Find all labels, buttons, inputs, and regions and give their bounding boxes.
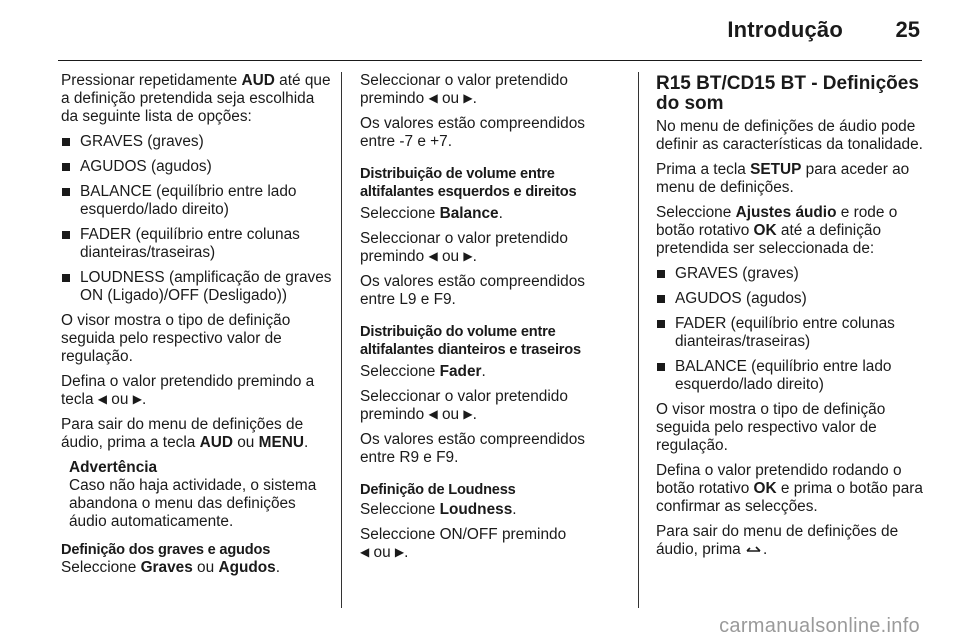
list-item: BALANCE (equilíbrio entre lado esquerdo/lado direito) <box>656 358 924 394</box>
left-arrow-icon: ◀ <box>360 545 370 559</box>
paragraph: Os valores estão compreendidos entre R9 e F9. <box>360 431 585 466</box>
display-paragraph: O visor mostra o tipo de definição seguida pelo respectivo valor de regulação. <box>61 312 291 365</box>
bullet-icon <box>657 320 665 328</box>
menu-key: MENU <box>258 434 304 451</box>
section-heading-bass: Definição dos graves e agudos <box>61 542 271 558</box>
left-arrow-icon: ◀ <box>428 91 438 105</box>
right-arrow-icon: ▶ <box>463 91 473 105</box>
paragraph: Seleccione Ajustes áudio e rode o botão rotativo OK até a definição pretendida ser seleccionada de: <box>656 204 898 257</box>
aud-key: AUD <box>241 72 275 89</box>
left-arrow-icon: ◀ <box>428 249 438 263</box>
left-arrow-icon: ◀ <box>97 392 108 406</box>
list-item: FADER (equilíbrio entre colunas dianteiras/traseiras) <box>656 315 924 351</box>
list-item: AGUDOS (agudos) <box>656 290 924 308</box>
section-heading-loudness: Definição de Loudness <box>360 482 516 498</box>
paragraph: Seleccionar o valor pretendido premindo ◀ ou ▶. <box>360 72 568 107</box>
setup-key: SETUP <box>750 161 802 178</box>
paragraph: Para sair do menu de definições de áudio, prima . <box>656 523 899 558</box>
column-2 <box>360 72 624 569</box>
column-divider-1 <box>341 72 342 608</box>
list-item: FADER (equilíbrio entre colunas dianteiras/traseiras) <box>61 226 333 262</box>
paragraph: Seleccione Loudness. <box>360 501 517 518</box>
right-arrow-icon: ▶ <box>463 407 473 421</box>
watermark: carmanualsonline.info <box>719 615 920 637</box>
intro-paragraph: Pressionar repetidamente AUD até que a definição pretendida seja escolhida da seguinte lista de opções: <box>61 72 331 125</box>
column-1 <box>61 72 333 584</box>
list-item: BALANCE (equilíbrio entre lado esquerdo/lado direito) <box>61 183 333 219</box>
column-divider-2 <box>638 72 639 608</box>
exit-paragraph: Para sair do menu de definições de áudio, prima a tecla AUD ou MENU. <box>61 416 309 451</box>
section-heading-fader: Distribuição do volume entre altifalantes dianteiros e traseiros <box>360 324 581 358</box>
options-list <box>656 265 924 394</box>
aud-key: AUD <box>199 434 233 451</box>
select-paragraph: Seleccione Graves ou Agudos. <box>61 559 281 576</box>
bullet-icon <box>62 231 70 239</box>
paragraph: Os valores estão compreendidos entre -7 e +7. <box>360 115 585 150</box>
list-item: GRAVES (graves) <box>656 265 924 283</box>
bullet-icon <box>62 274 70 282</box>
bullet-icon <box>62 163 70 171</box>
right-arrow-icon: ▶ <box>394 545 405 559</box>
options-list <box>61 133 333 305</box>
paragraph: Defina o valor pretendido rodando o botão rotativo OK e prima o botão para confirmar as selecções. <box>656 462 923 515</box>
ok-key: OK <box>753 480 777 497</box>
column-3 <box>656 72 924 566</box>
paragraph: Os valores estão compreendidos entre L9 e F9. <box>360 273 585 308</box>
paragraph: Seleccione Fader. <box>360 363 486 380</box>
define-paragraph: Defina o valor pretendido premindo a tecla ◀ ou ▶. <box>61 373 315 408</box>
warning-title: Advertência <box>69 459 158 476</box>
list-item: LOUDNESS (amplificação de graves ON (Ligado)/OFF (Desligado)) <box>61 269 333 305</box>
page-title: Introdução <box>727 17 843 42</box>
bullet-icon <box>62 138 70 146</box>
right-arrow-icon: ▶ <box>132 392 142 406</box>
bullet-icon <box>657 270 665 278</box>
list-item: GRAVES (graves) <box>61 133 333 151</box>
paragraph: Prima a tecla SETUP para aceder ao menu de definições. <box>656 161 910 196</box>
paragraph: Seleccionar o valor pretendido premindo ◀ ou ▶. <box>360 230 568 265</box>
warning-body: Caso não haja actividade, o sistema abandona o menu das definições áudio automaticamente. <box>69 477 317 530</box>
paragraph: Seleccione Balance. <box>360 205 503 222</box>
page-header <box>0 0 960 60</box>
left-arrow-icon: ◀ <box>428 407 438 421</box>
paragraph: No menu de definições de áudio pode definir as características da tonalidade. <box>656 118 923 153</box>
warning-note <box>69 459 333 531</box>
section-heading-balance: Distribuição de volume entre altifalantes esquerdos e direitos <box>360 166 577 200</box>
page-number: 25 <box>895 17 920 42</box>
section-heading-sound: R15 BT/CD15 BT - Definições do som <box>656 73 919 114</box>
bullet-icon <box>657 295 665 303</box>
right-arrow-icon: ▶ <box>463 249 473 263</box>
bullet-icon <box>62 188 70 196</box>
paragraph: Seleccionar o valor pretendido premindo ◀ ou ▶. <box>360 388 568 423</box>
back-icon <box>745 543 763 555</box>
header-divider <box>58 60 922 61</box>
list-item: AGUDOS (agudos) <box>61 158 333 176</box>
bullet-icon <box>657 363 665 371</box>
paragraph: O visor mostra o tipo de definição seguida pelo respectivo valor de regulação. <box>656 401 886 454</box>
paragraph: Seleccione ON/OFF premindo ◀ ou ▶. <box>360 526 567 561</box>
ok-key: OK <box>753 222 777 239</box>
